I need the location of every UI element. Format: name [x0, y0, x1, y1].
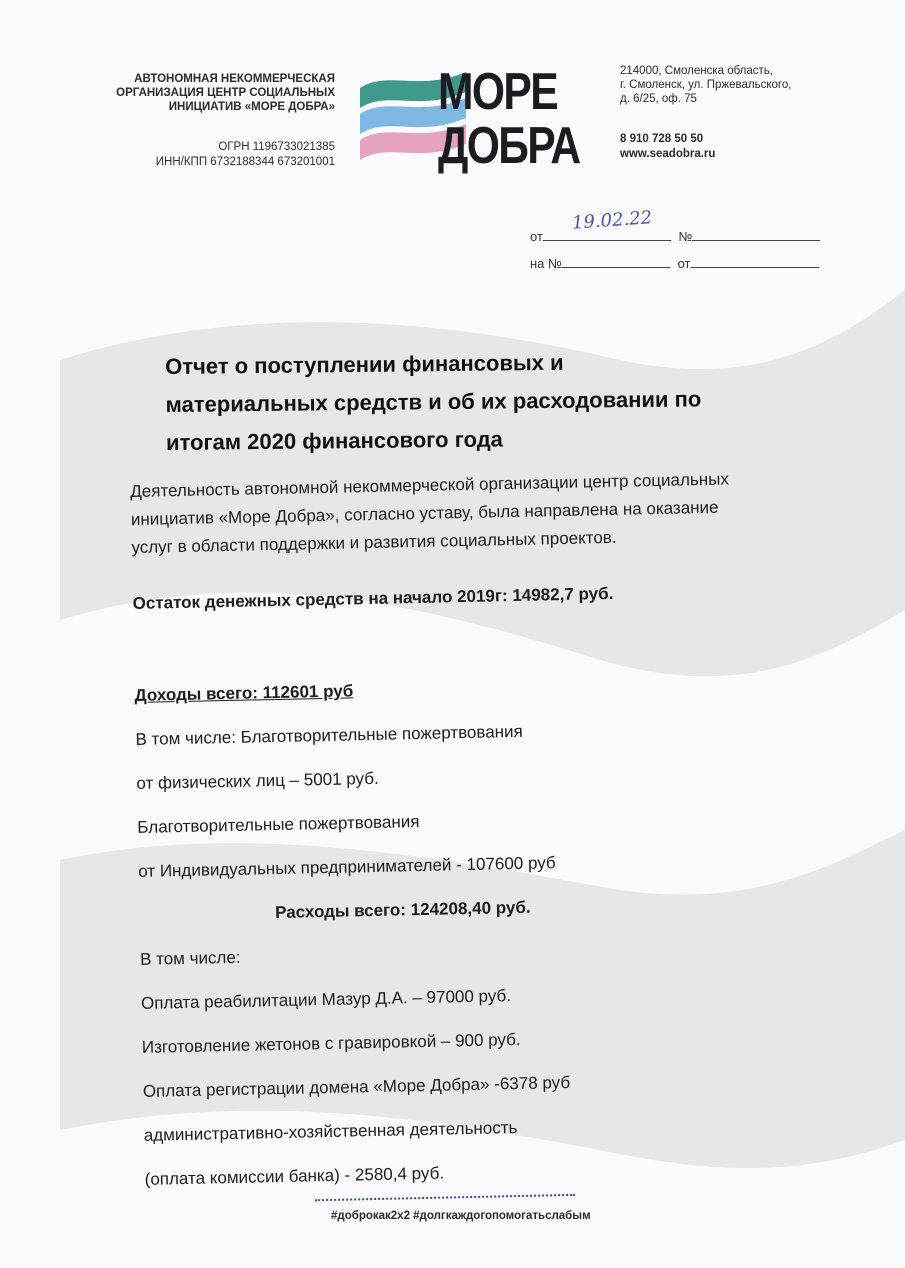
income-line: В том числе: Благотворительные пожертвования — [135, 721, 523, 749]
report-title — [165, 341, 866, 462]
logo-text-line1: МОРЕ — [438, 63, 558, 121]
intro-line: инициатив «Море Добра», согласно уставу, была направлена на оказание — [130, 497, 719, 529]
intro-line: Деятельность автономной некоммерческой организации центр социальных — [130, 469, 730, 501]
organization-name — [116, 72, 335, 114]
expense-line: Оплата регистрации домена «Море Добра» -6378 руб — [142, 1072, 571, 1101]
number-field — [692, 228, 820, 241]
from-label: от — [530, 229, 543, 244]
address-line: д. 6/25, оф. 75 — [620, 93, 697, 105]
org-name-line: ОРГАНИЗАЦИЯ ЦЕНТР СОЦИАЛЬНЫХ — [116, 87, 335, 99]
phone: 8 910 728 50 50 — [620, 133, 704, 145]
opening-balance: Остаток денежных средств на начало 2019г: 14982,7 руб. — [132, 583, 614, 613]
income-line: от физических лиц – 5001 руб. — [136, 768, 379, 793]
intro-paragraph — [130, 463, 852, 562]
registration-info — [156, 140, 335, 170]
logo — [358, 62, 613, 182]
number-label: № — [678, 229, 693, 244]
org-name-line: ИНИЦИАТИВ «МОРЕ ДОБРА» — [168, 101, 335, 113]
contacts — [620, 132, 715, 162]
ogrn: ОГРН 1196733021385 — [218, 141, 335, 153]
income-line: Благотворительные пожертвования — [137, 812, 420, 837]
address-line: 214000, Смоленска область, — [620, 65, 773, 77]
title-line: Отчет о поступлении финансовых и — [165, 349, 564, 379]
address — [620, 64, 791, 106]
expense-line: Изготовление жетонов с гравировкой – 900 руб. — [141, 1029, 521, 1057]
org-name-line: АВТОНОМНАЯ НЕКОММЕРЧЕСКАЯ — [134, 73, 335, 85]
report-body — [130, 463, 852, 1189]
title-line: итогам 2020 финансового года — [165, 426, 503, 455]
expense-line: Оплата реабилитации Мазур Д.А. – 97000 руб. — [140, 986, 512, 1013]
to-from-label: от — [677, 256, 691, 271]
income-line: от Индивидуальных предпринимателей - 107600 руб — [138, 853, 556, 881]
bank-fee-text: (оплата комиссии банка) - 2580,4 руб. — [144, 1163, 445, 1189]
handwritten-date: 19.02.22 — [571, 207, 653, 234]
dotted-line — [315, 1194, 575, 1201]
intro-line: услуг в области поддержки и развития социальных проектов. — [131, 527, 617, 557]
logo-text-line2: ДОБРА — [438, 117, 580, 175]
to-number-label: на № — [530, 256, 562, 271]
footer-hashtags: #доброкак2х2 #долгкаждогопомогатьслабым — [331, 1210, 591, 1222]
reference-to-row — [530, 255, 819, 271]
to-number-field — [562, 255, 670, 268]
title-line: материальных средств и об их расходовании по — [165, 386, 702, 417]
expense-line: административно-хозяйственная деятельность — [143, 1118, 518, 1145]
address-line: г. Смоленск, ул. Пржевальского, — [620, 79, 792, 91]
website: www.seadobra.ru — [620, 148, 716, 160]
expense-line: В том числе: — [139, 947, 241, 969]
expense-total: Расходы всего: 124208,40 руб. — [274, 897, 531, 923]
to-date-field — [691, 255, 819, 268]
income-total: Доходы всего: 112601 руб — [134, 681, 354, 705]
inn-kpp: ИНН/КПП 6732188344 673201001 — [155, 156, 335, 168]
